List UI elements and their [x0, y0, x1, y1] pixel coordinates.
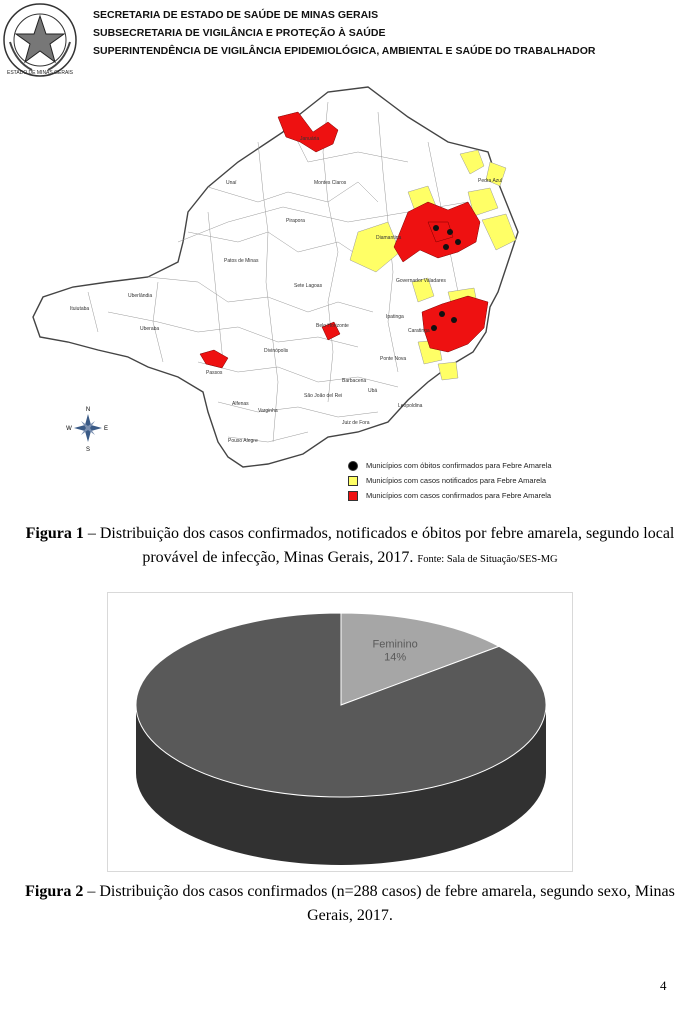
city-label: Diamantina — [376, 235, 402, 241]
city-label: Uberaba — [140, 326, 160, 332]
pie-data-label: Feminino — [372, 638, 418, 651]
legend-label: Municípios com casos confirmados para Febre Amarela — [366, 491, 552, 500]
legend-item-deaths — [348, 458, 552, 473]
map-legend — [348, 458, 552, 503]
state-seal-logo — [2, 2, 78, 78]
figure-1-caption — [25, 522, 675, 572]
legend-label: Municípios com casos notificados para Febre Amarela — [366, 476, 547, 485]
figure-1-source: Fonte: Sala de Situação/SES-MG — [417, 554, 558, 565]
city-label: Juiz de Fora — [342, 420, 370, 426]
city-label: Ituiutaba — [70, 306, 90, 312]
compass-rose-icon — [66, 407, 108, 453]
city-label: Patos de Minas — [224, 258, 259, 264]
page-number: 4 — [660, 978, 667, 993]
figure-1-label: Figura 1 — [25, 525, 84, 542]
figure-1-text: – Distribuição dos casos confirmados, notificados e óbitos por febre amarela, segundo local provável de infecção, Minas Gerais, 2017. — [83, 525, 675, 566]
city-label: São João del Rei — [304, 393, 343, 399]
city-label: Pedra Azul — [478, 178, 503, 184]
yellow-square-icon — [348, 476, 358, 486]
city-label: Pirapora — [286, 218, 305, 224]
compass-e: E — [103, 426, 109, 432]
header-line-3: SUPERINTENDÊNCIA DE VIGILÂNCIA EPIDEMIOLÓGICA, AMBIENTAL E SAÚDE DO TRABALHADOR — [93, 45, 596, 57]
city-label: Alfenas — [232, 401, 249, 407]
legend-item-confirmed — [348, 488, 552, 503]
city-label: Leopoldina — [398, 403, 423, 409]
header-line-1: SECRETARIA DE ESTADO DE SAÚDE DE MINAS GERAIS — [93, 9, 379, 21]
pie-chart-svg — [108, 593, 574, 873]
legend-item-notified — [348, 473, 552, 488]
figure-2-text: – Distribuição dos casos confirmados (n=288 casos) de febre amarela, segundo sexo, Minas Gerais, 2017. — [83, 883, 675, 924]
figure-2-label: Figura 2 — [25, 883, 84, 900]
city-label: Januária — [300, 136, 320, 142]
city-label: Pouso Alegre — [228, 438, 258, 444]
compass-w: W — [66, 426, 72, 432]
city-label: Governador Valadares — [396, 278, 446, 284]
city-label: Unaí — [226, 180, 237, 186]
black-dot-icon — [348, 461, 358, 471]
city-label: Montes Claros — [314, 180, 347, 186]
city-label: Belo Horizonte — [316, 323, 349, 329]
city-label: Passos — [206, 370, 223, 376]
city-label: Sete Lagoas — [294, 283, 323, 289]
legend-label: Municípios com óbitos confirmados para Febre Amarela — [366, 461, 552, 470]
city-label: Ponte Nova — [380, 356, 407, 362]
institution-header — [93, 6, 595, 60]
sex-pie-chart — [107, 592, 573, 872]
city-label: Ubá — [368, 388, 378, 394]
pie-data-label: 14% — [384, 651, 407, 664]
city-label: Caratinga — [408, 328, 430, 334]
compass-n: N — [85, 407, 91, 413]
city-label: Ipatinga — [386, 314, 404, 320]
minas-gerais-map — [28, 82, 548, 500]
city-label: Barbacena — [342, 378, 367, 384]
svg-text:ESTADO DE MINAS GERAIS: ESTADO DE MINAS GERAIS — [6, 70, 74, 76]
header-line-2: SUBSECRETARIA DE VIGILÂNCIA E PROTEÇÃO À SAÚDE — [93, 27, 386, 39]
compass-s: S — [85, 447, 91, 453]
city-label: Divinópolis — [264, 348, 289, 354]
city-label: Uberlândia — [128, 293, 153, 299]
red-square-icon — [348, 491, 358, 501]
city-label: Varginha — [258, 408, 278, 414]
figure-2-caption — [25, 880, 675, 928]
